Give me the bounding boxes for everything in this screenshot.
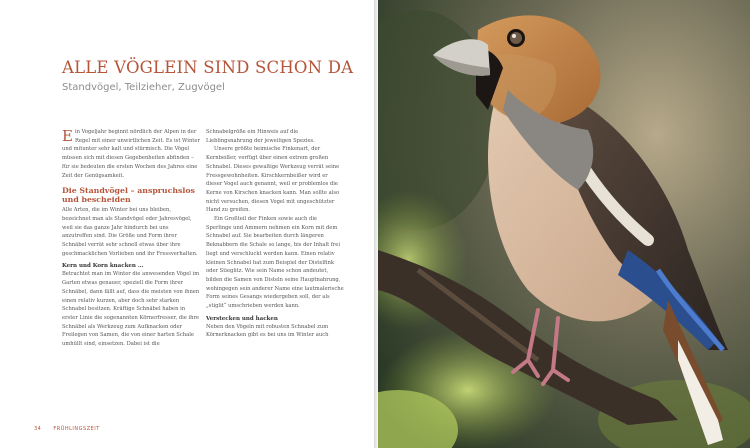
paragraph-standvoegel: Alle Arten, die im Winter bei uns bleiben, bezeichnet man als Standvögel oder Jahresvögel, weil sie das ganze Jahr hindurch bei uns anzutreffen sind. Die Größe und Form ihrer Schnäbel verrät sehr schnell etwas über ihre geschmacklichen Vorlieben und ihr Fressverhalten.: [62, 207, 198, 257]
paragraph-kernbeisser: Unsere größte heimische Finkenart, der Kernbeißer, verfügt über einen extrem großen Schnabel. Dieses gewaltige Werkzeug verrät seine Fressgewohnheiten. Kirschkernbeißer wird er dieser Vogel auch genannt, weil er problemlos die Kerne von Kirschen knacken kann. Man sollte also nicht versuchen, diesen Vogel mit ungeschützter Hand zu greifen.: [206, 146, 340, 214]
page-footer: [34, 426, 100, 432]
section-heading-standvoegel: Die Standvögel – anspruchslos und bescheiden: [62, 186, 195, 205]
text-column-2: [206, 128, 344, 340]
intro-paragraph: [62, 128, 200, 180]
section-name: FRÜHLINGSZEIT: [53, 426, 100, 432]
page-title: ALLE VÖGLEIN SIND SCHON DA: [62, 58, 354, 77]
paragraph-kern-und-korn: Betrachtet man im Winter die anwesenden Vögel im Garten etwas genauer, speziell die Form ihrer Schnäbel, dann fällt auf, dass die meisten von ihnen einen relativ kurzen, aber doch sehr starken Schnabel besitzen. Kräftige Schnäbel haben in erster Linie die sogenannten Körnerfresser, die ihre Schnäbel als Werkzeug zum Aufknacken oder Freilegen von Samen, die von einer harten Schale umhüllt sind, einsetzen. Dabei ist die: [62, 271, 200, 348]
paragraph-finken: Ein Großteil der Finken sowie auch die Sperlinge und Ammern nehmen ein Korn mit dem Schnabel auf. Sie bearbeiten durch längeren Beknabbern die Schale so lange, bis der Inhalt frei liegt und verschluckt werden kann. Einen relativ kleinen Schnabel hat zum Beispiel der Distelfink oder Stieglitz. Wie sein Name schon andeutet, bilden die Samen von Disteln seine Hauptnahrung, wohingegen sein anderer Name eine lautmalerische Form seines Gesangs wiedergeben soll, der als „stiglit“ umschrieben werden kann.: [206, 216, 344, 310]
drop-cap: E: [62, 127, 73, 145]
paragraph-verstecken: Neben den Vögeln mit robusten Schnabel zum Körnerknacken gibt es bei uns im Winter auch: [206, 323, 329, 339]
paragraph-schnabelgroesse: Schnabelgröße ein Hinweis auf die Lieblingsnahrung der jeweiligen Spezies.: [206, 129, 315, 144]
page-subtitle: Standvögel, Teilzieher, Zugvögel: [62, 82, 225, 93]
page-number: 34: [34, 426, 42, 432]
subheading-kern-und-korn: Kern und Korn knacken …: [62, 263, 144, 270]
intro-text: in Vogeljahr beginnt nördlich der Alpen in der Regel mit einer unwirtlichen Zeit. Es ist Winter und mitunter sehr kalt und stürmisch. Die Vögel müssen sich mit diesen Gegebenheiten abfinden – für sie bedeuten die ersten Wochen des Jahres eine Zeit der Genügsamkeit.: [62, 129, 200, 179]
subheading-verstecken-und-hacken: Verstecken und hacken: [206, 315, 278, 322]
text-column-1: [62, 128, 200, 349]
hawfinch-photo: [378, 0, 750, 448]
